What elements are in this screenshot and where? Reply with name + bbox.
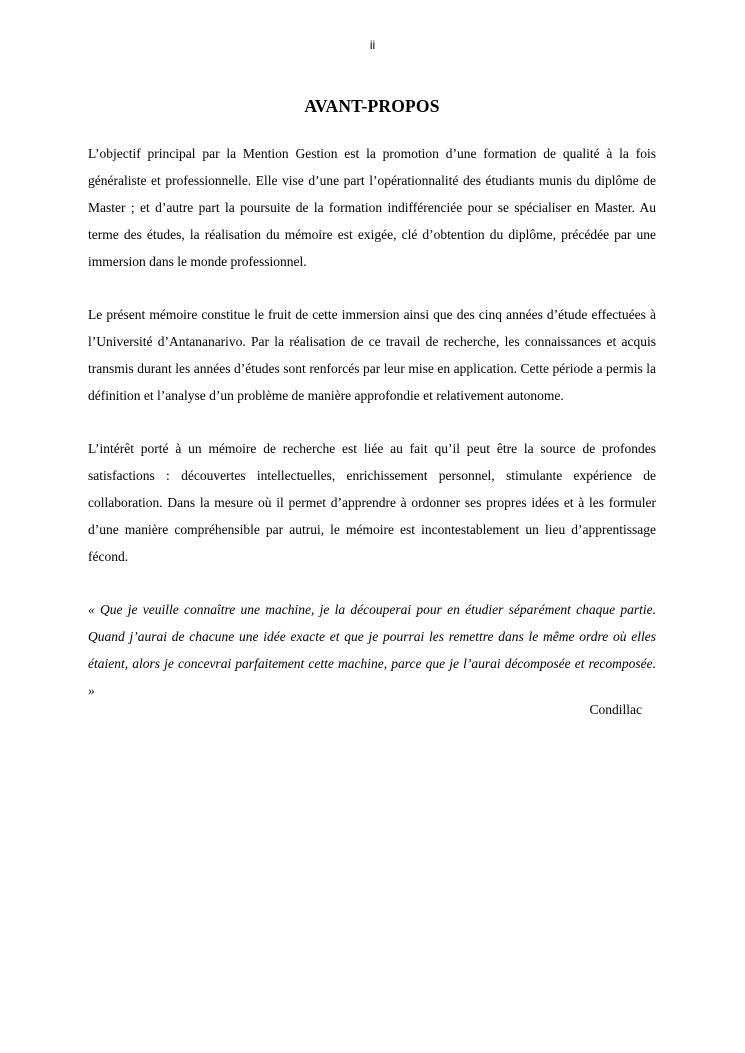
page-title: AVANT-PROPOS	[304, 96, 440, 116]
paragraph-objective: L’objectif principal par la Mention Gestion est la promotion d’une formation de qualité à la fois généraliste et professionnelle. Elle vise d’une part l’opérationnalité des étudiants munis du diplôme de Master ; et d’autre part la poursuite de la formation indifférenciée pour se spécialiser en Master. Au terme des études, la réalisation du mémoire est exigée, clé d’obtention du diplôme, précédée par une immersion dans le monde professionnel.	[88, 146, 656, 269]
quote-text: « Que je veuille connaître une machine, je la découperai pour en étudier séparément chaque partie. Quand j’aurai de chacune une idée exacte et que je pourrai les remettre dans le même ordre où elles étaient, alors je concevrai parfaitement cette machine, parce que je l’aurai décomposée et recomposée. »	[88, 602, 656, 698]
quote-author: Condillac	[589, 702, 642, 717]
page-number: ii	[369, 38, 376, 52]
body-text	[88, 140, 656, 720]
paragraph-interest: L’intérêt porté à un mémoire de recherche est liée au fait qu’il peut être la source de profondes satisfactions : découvertes intellectuelles, enrichissement personnel, stimulante expérience de collaboration. Dans la mesure où il permet d’apprendre à ordonner ses propres idées et à les formuler d’une manière compréhensible par autrui, le mémoire est incontestablement un lieu d’apprentissage fécond.	[88, 441, 656, 564]
paragraph-immersion: Le présent mémoire constitue le fruit de cette immersion ainsi que des cinq années d’étude effectuées à l’Université d’Antananarivo. Par la réalisation de ce travail de recherche, les connaissances et acquis transmis durant les années d’études sont renforcés par leur mise en application. Cette période a permis la définition et l’analyse d’un problème de manière approfondie et relativement autonome.	[88, 307, 656, 403]
